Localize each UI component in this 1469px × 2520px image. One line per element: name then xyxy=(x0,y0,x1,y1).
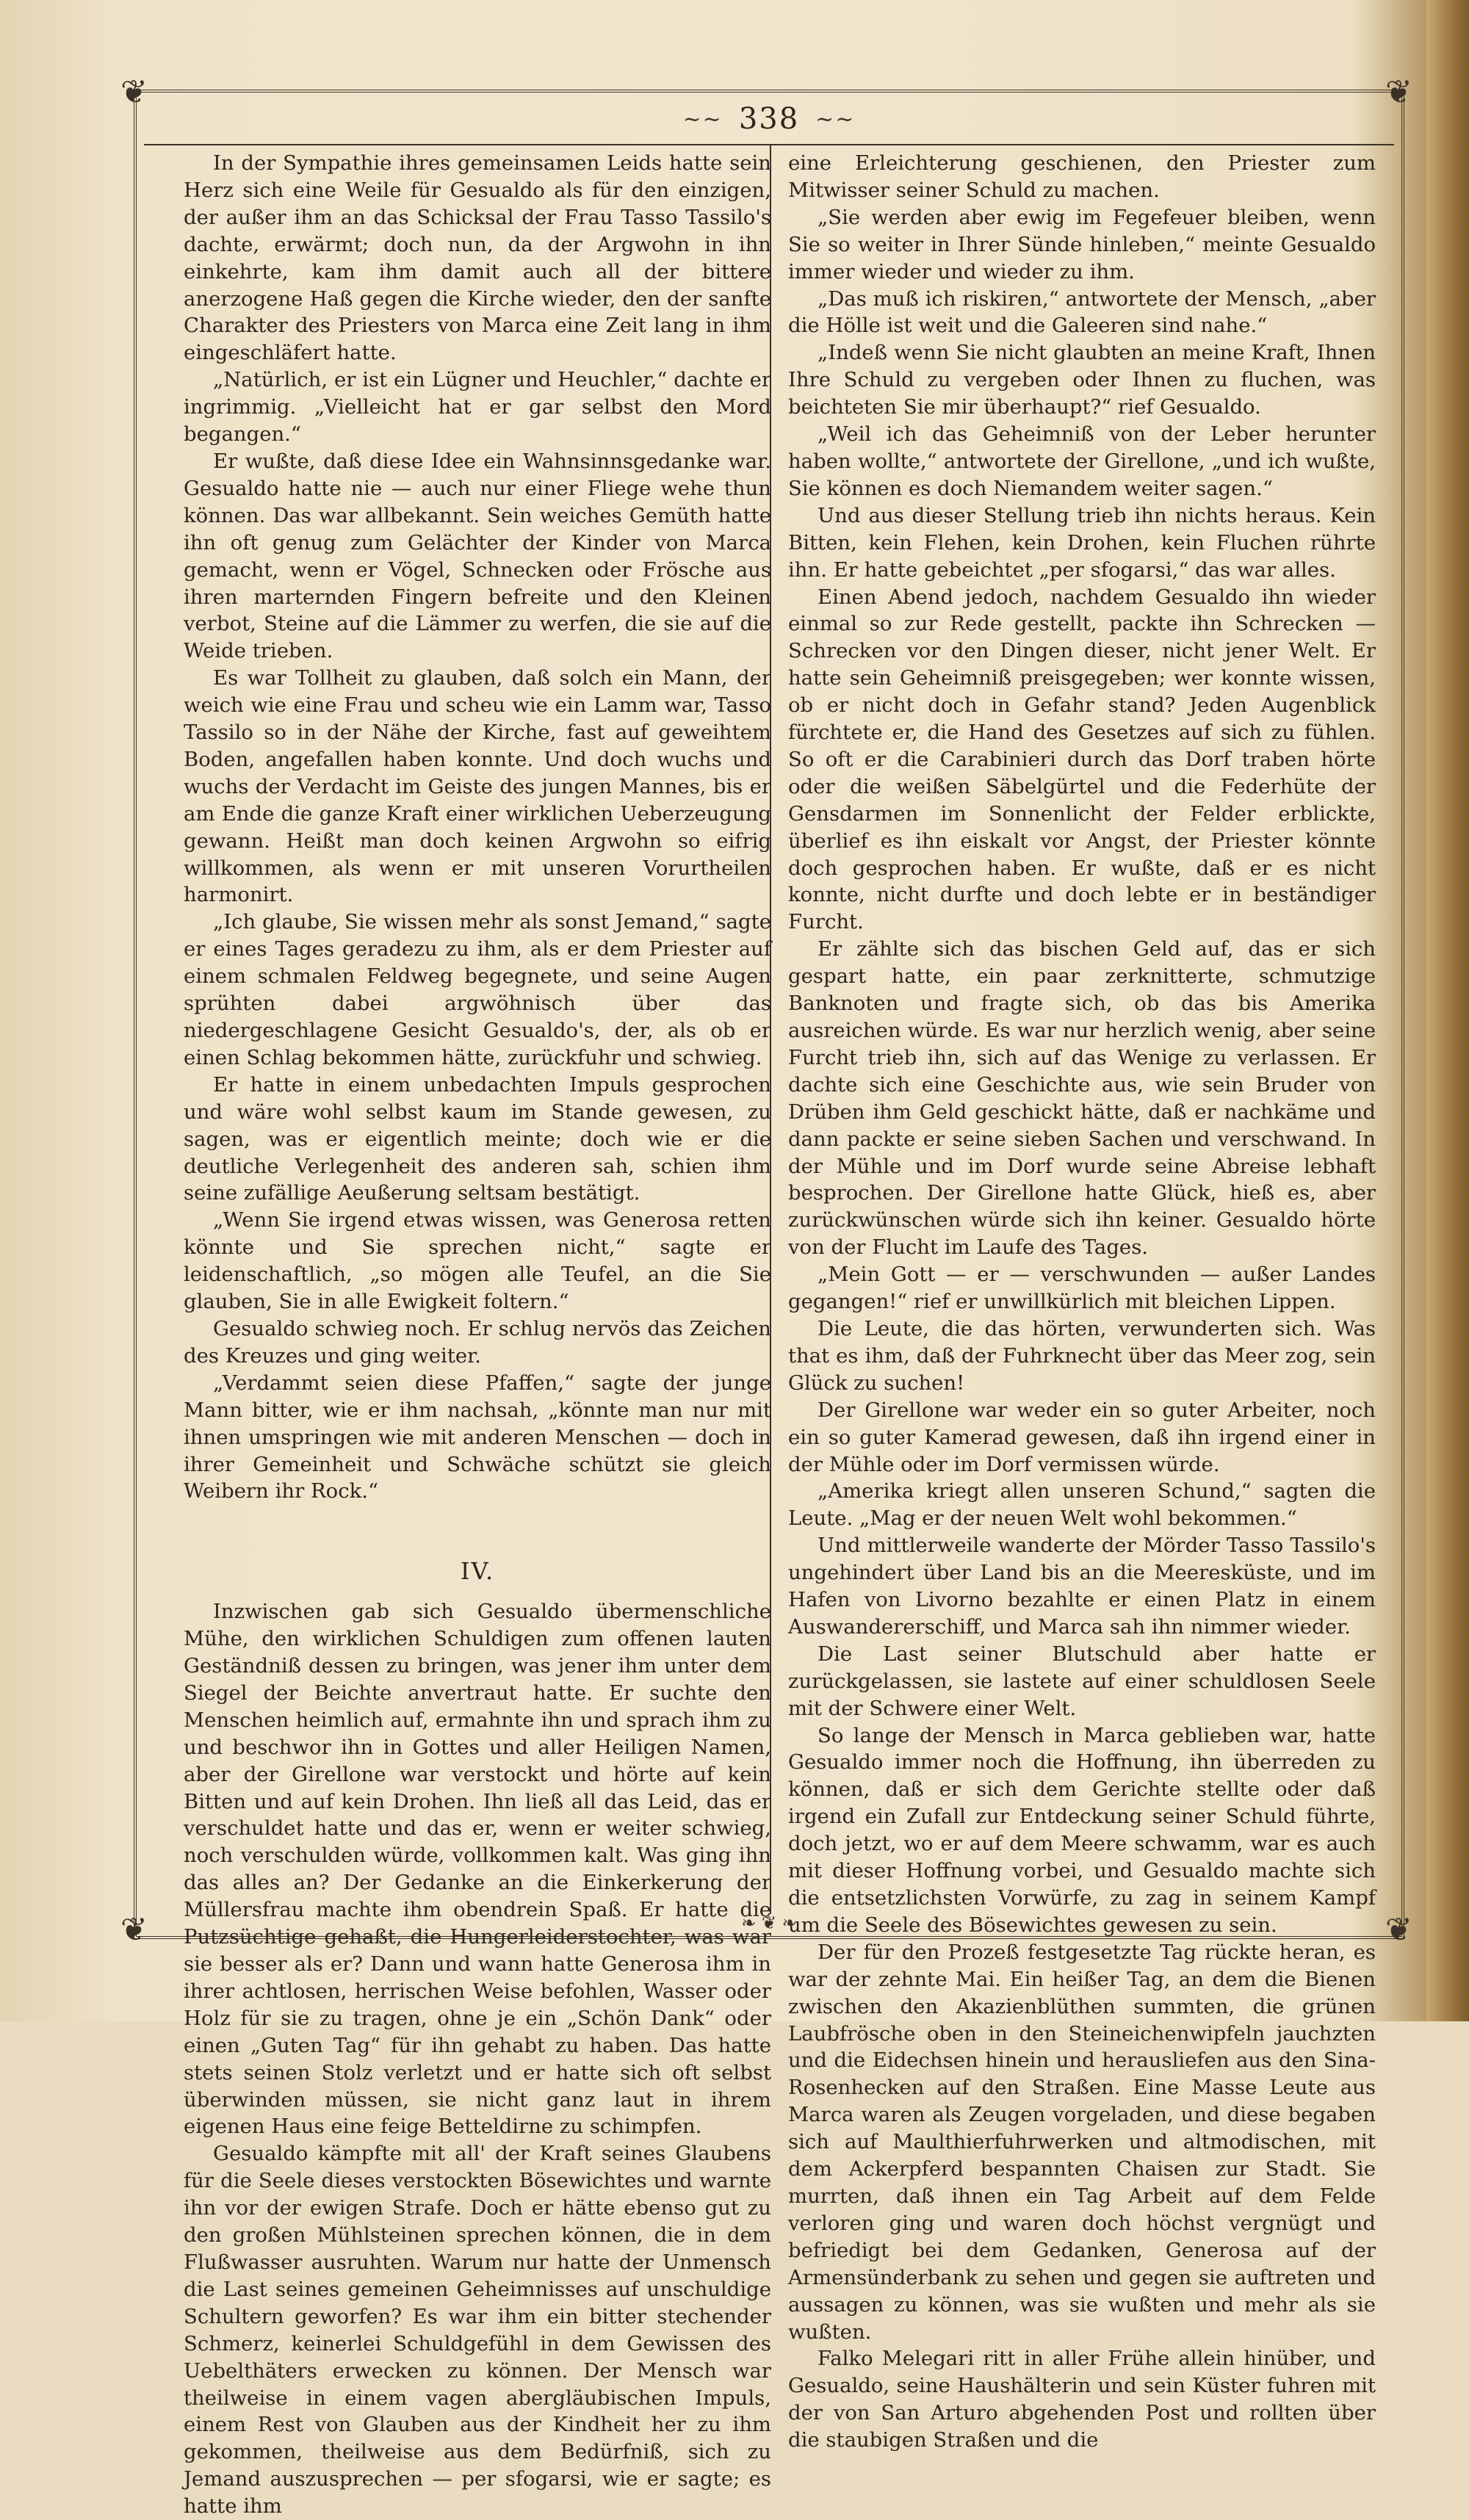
paragraph: Er wußte, daß diese Idee ein Wahnsinnsgedanke war. Gesualdo hatte nie — auch nur einer Fliege wehe thun können. Das war allbekannt. Sein weiches Gemüth hatte ihn oft genug zum Gelächter der Kinder von Marca gemacht, wenn er Vögel, Schnecken oder Frösche aus ihren marternden Fingern befreite und den Kleinen verbot, Steine auf die Lämmer zu werfen, die sie auf die Weide trieben. xyxy=(184,449,771,663)
header-ornament-right: ~~ xyxy=(815,106,856,132)
bottom-ornament: ❧ ❦ ❧ xyxy=(741,1913,797,1933)
paragraph: „Mein Gott — er — verschwunden — außer Landes gegangen!“ rief er unwillkürlich mit bleichen Lippen. xyxy=(788,1263,1376,1314)
paragraph: Die Last seiner Blutschuld aber hatte er zurückgelassen, sie lastete auf einer schuldlosen Seele mit der Schwere einer Welt. xyxy=(788,1642,1376,1720)
paragraph: „Weil ich das Geheimniß von der Leber herunter haben wollte,“ antwortete der Girellone, „und ich wußte, Sie können es doch Niemandem weiter sagen.“ xyxy=(788,422,1376,500)
paragraph: Inzwischen gab sich Gesualdo übermenschliche Mühe, den wirklichen Schuldigen zum offenen lauten Geständniß dessen zu bringen, was jener ihm unter dem Siegel der Beichte anvertraut hatte. Er suchte den Menschen heimlich auf, ermahnte ihn und sprach ihm zu und beschwor ihn in Gottes und aller Heiligen Namen, aber der Girellone war verstockt und hörte auf kein Bitten und auf kein Drohen. Ihn ließ all das Leid, das er verschuldet hatte und das er, wenn er weiter schwieg, noch verschulden würde, vollkommen kalt. Was ging ihn das alles an? Der Gedanke an die Einkerkerung der Müllersfrau machte ihm obendrein Spaß. Er hatte die Putzsüchtige gehaßt, die Hungerleiderstochter, was war sie besser als er? Dann und wann hatte Generosa ihm in ihrer achtlosen, herrischen Weise befohlen, Wasser oder Holz für sie zu tragen, ohne je ein „Schön Dank“ oder einen „Guten Tag“ für ihn gehabt zu haben. Das hatte stets seinen Stolz verletzt und er hatte sich oft selbst überwinden müssen, sie nicht ganz laut in ihrem eigenen Haus eine feige Betteldirne zu schimpfen. xyxy=(184,1600,771,2139)
corner-ornament-icon: ❦ xyxy=(1385,73,1412,111)
paragraph: Es war Tollheit zu glauben, daß solch ein Mann, der weich wie eine Frau und scheu wie ein Lamm war, Tasso Tassilo so in der Nähe der Kirche, fast auf geweihtem Boden, angefallen haben konnte. Und doch wuchs und wuchs der Verdacht im Geiste des jungen Mannes, bis er am Ende die ganze Kraft einer wirklichen Ueberzeugung gewann. Heißt man doch keinen Argwohn so eifrig willkommen, als wenn er mit unseren Vorurtheilen harmonirt. xyxy=(184,666,771,907)
paragraph: So lange der Mensch in Marca geblieben war, hatte Gesualdo immer noch die Hoffnung, ihn überreden zu können, daß er sich dem Gerichte stellte oder daß irgend ein Zufall zur Entdeckung seiner Schuld führte, doch jetzt, wo er auf dem Meere schwamm, war es auch mit dieser Hoffnung vorbei, und Gesualdo machte sich die entsetzlichsten Vorwürfe, zu zag in seinem Kampf um die Seele des Bösewichtes gewesen zu sein. xyxy=(788,1723,1376,1937)
corner-ornament-icon: ❦ xyxy=(120,1911,148,1949)
header-ornament-left: ~~ xyxy=(682,106,723,132)
paragraph: Gesualdo schwieg noch. Er schlug nervös das Zeichen des Kreuzes und ging weiter. xyxy=(184,1316,771,1368)
paragraph: Gesualdo kämpfte mit all' der Kraft seines Glaubens für die Seele dieses verstockten Bösewichtes und warnte ihn vor der ewigen Strafe. Doch er hätte ebenso gut zu den großen Mühlsteinen sprechen können, die in dem Flußwasser ausruhten. Warum nur hatte der Unmensch die Last seines gemeinen Geheimnisses auf unschuldige Schultern geworfen? Es war ihm ein bitter stechender Schmerz, keinerlei Schuldgefühl in dem Gewissen des Uebelthäters erwecken zu können. Der Mensch war theilweise in einem vagen abergläubischen Impuls, einem Rest von Glauben aus der Kindheit her zu ihm gekommen, theilweise aus dem Bedürfniß, sich zu Jemand auszusprechen — per sfogarsi, wie er sagte; es hatte ihm xyxy=(184,2142,771,2519)
paragraph-continued: eine Erleichterung geschienen, den Priester zum Mitwisser seiner Schuld zu machen. xyxy=(788,151,1376,202)
paragraph: Der für den Prozeß festgesetzte Tag rückte heran, es war der zehnte Mai. Ein heißer Tag, an dem die Bienen zwischen den Akazienblüthen summten, die grünen Laubfrösche oben in den Steineichenwipfeln jauchzten und die Eidechsen hinein und herausliefen aus den Sina-Rosenhecken auf den Straßen. Eine Masse Leute aus Marca waren als Zeugen vorgeladen, und diese begaben sich auf Maulthierfuhrwerken und altmodischen, mit dem Ackerpferd bespannten Chaisen zur Stadt. Sie murrten, daß ihnen ein Tag Arbeit auf dem Felde verloren ging und waren doch höchst vergnügt und befriedigt bei dem Gedanken, Generosa auf der Armensünderbank zu sehen und gegen sie auftreten und aussagen zu können, was sie wußten und mehr als sie wußten. xyxy=(788,1940,1376,2344)
paragraph: „Das muß ich riskiren,“ antwortete der Mensch, „aber die Hölle ist weit und die Galeeren sind nahe.“ xyxy=(788,286,1376,338)
paragraph: Falko Melegari ritt in aller Frühe allein hinüber, und Gesualdo, seine Haushälterin und sein Küster fuhren mit der von San Arturo abgehenden Post und rollten über die staubigen Straßen und die xyxy=(788,2347,1376,2452)
paragraph: „Natürlich, er ist ein Lügner und Heuchler,“ dachte er ingrimmig. „Vielleicht hat er gar selbst den Mord begangen.“ xyxy=(184,368,771,447)
paragraph: „Ich glaube, Sie wissen mehr als sonst Jemand,“ sagte er eines Tages geradezu zu ihm, als er dem Priester auf einem schmalen Feldweg begegnete, und seine Augen sprühten dabei argwöhnisch über das niedergeschlagene Gesicht Gesualdo's, der, als ob er einen Schlag bekommen hätte, zurückfuhr und schwieg. xyxy=(184,910,771,1069)
section-heading: IV. xyxy=(460,1557,495,1586)
paragraph: „Amerika kriegt allen unseren Schund,“ sagten die Leute. „Mag er der neuen Welt wohl bekommen.“ xyxy=(788,1479,1376,1531)
header-rule xyxy=(144,144,1394,145)
page-edge xyxy=(1426,0,1469,2021)
paragraph: Die Leute, die das hörten, verwunderten sich. Was that es ihm, daß der Fuhrknecht über das Meer zog, sein Glück zu suchen! xyxy=(788,1316,1376,1395)
page-header xyxy=(134,97,1404,141)
corner-ornament-icon: ❦ xyxy=(120,73,148,111)
right-column xyxy=(788,150,1376,2452)
paragraph: Und aus dieser Stellung trieb ihn nichts heraus. Kein Bitten, kein Flehen, kein Drohen, kein Fluchen rührte ihn. Er hatte gebeichtet „per sfogarsi,“ das war alles. xyxy=(788,503,1376,582)
corner-ornament-icon: ❦ xyxy=(1385,1911,1412,1949)
left-column xyxy=(184,150,771,2519)
paragraph: Einen Abend jedoch, nachdem Gesualdo ihn wieder einmal so zur Rede gestellt, packte ihn Schrecken — Schrecken vor den Dingen dieser, nicht jener Welt. Er hatte sein Geheimniß preisgegeben; wer konnte wissen, ob er nicht doch in Gefahr stand? Jeden Augenblick fürchtete er, die Hand des Gesetzes auf sich zu fühlen. So oft er die Carabinieri durch das Dorf traben hörte oder die weißen Säbelgürtel und die Federhüte der Gensdarmen im Sonnenlicht der Felder erblickte, überlief es ihn eiskalt vor Angst, der Priester könnte doch gesprochen haben. Er wußte, daß er es nicht konnte, nicht durfte und doch lebte er in beständiger Furcht. xyxy=(788,585,1376,934)
column-divider xyxy=(770,145,771,1914)
paragraph: „Verdammt seien diese Pfaffen,“ sagte der junge Mann bitter, wie er ihm nachsah, „könnte man nur mit ihnen umspringen wie mit anderen Menschen — doch in ihrer Gemeinheit und Schwäche schützt sie gleich Weibern ihr Rock.“ xyxy=(184,1371,771,1503)
paragraph: Der Girellone war weder ein so guter Arbeiter, noch ein so guter Kamerad gewesen, daß ihn irgend einer in der Mühle oder im Dorf vermissen würde. xyxy=(788,1398,1376,1476)
paragraph: Er hatte in einem unbedachten Impuls gesprochen und wäre wohl selbst kaum im Stande gewesen, zu sagen, was er eigentlich meinte; doch wie er die deutliche Verlegenheit des anderen sah, schien ihm seine zufällige Aeußerung seltsam bestätigt. xyxy=(184,1072,771,1205)
paragraph: „Wenn Sie irgend etwas wissen, was Generosa retten könnte und Sie sprechen nicht,“ sagte er leidenschaftlich, „so mögen alle Teufel, an die Sie glauben, Sie in alle Ewigkeit foltern.“ xyxy=(184,1208,771,1314)
paragraph: In der Sympathie ihres gemeinsamen Leids hatte sein Herz sich eine Weile für Gesualdo als für den einzigen, der außer ihm an das Schicksal der Frau Tasso Tassilo's dachte, erwärmt; doch nun, da der Argwohn in ihn einkehrte, kam ihm damit auch all der bittere anerzogene Haß gegen die Kirche wieder, den der sanfte Charakter des Priesters von Marca eine Zeit lang in ihm eingeschläfert hatte. xyxy=(184,151,771,365)
paragraph: „Sie werden aber ewig im Fegefeuer bleiben, wenn Sie so weiter in Ihrer Sünde hinleben,“ meinte Gesualdo immer wieder und wieder zu ihm. xyxy=(788,205,1376,284)
paragraph: Er zählte sich das bischen Geld auf, das er sich gespart hatte, ein paar zerknitterte, schmutzige Banknoten und fragte sich, ob das bis Amerika ausreichen würde. Es war nur herzlich wenig, aber seine Furcht trieb ihn, sich auf das Wenige zu verlassen. Er dachte sich eine Geschichte aus, wie sein Bruder von Drüben ihm Geld geschickt hätte, daß er nachkäme und dann packte er seine sieben Sachen und verschwand. In der Mühle und im Dorf wurde seine Abreise lebhaft besprochen. Der Girellone hatte Glück, hieß es, aber zurückwünschen würde sich ihn keiner. Gesualdo hörte von der Flucht im Laufe des Tages. xyxy=(788,937,1376,1260)
paragraph: „Indeß wenn Sie nicht glaubten an meine Kraft, Ihnen Ihre Schuld zu vergeben oder Ihnen zu fluchen, was beichteten Sie mir überhaupt?“ rief Gesualdo. xyxy=(788,341,1376,419)
paragraph: Und mittlerweile wanderte der Mörder Tasso Tassilo's ungehindert über Land bis an die Meeresküste, und im Hafen von Livorno bezahlte er einen Platz in einem Auswandererschiff, und Marca sah ihn nimmer wieder. xyxy=(788,1534,1376,1639)
page-number: 338 xyxy=(738,102,800,136)
